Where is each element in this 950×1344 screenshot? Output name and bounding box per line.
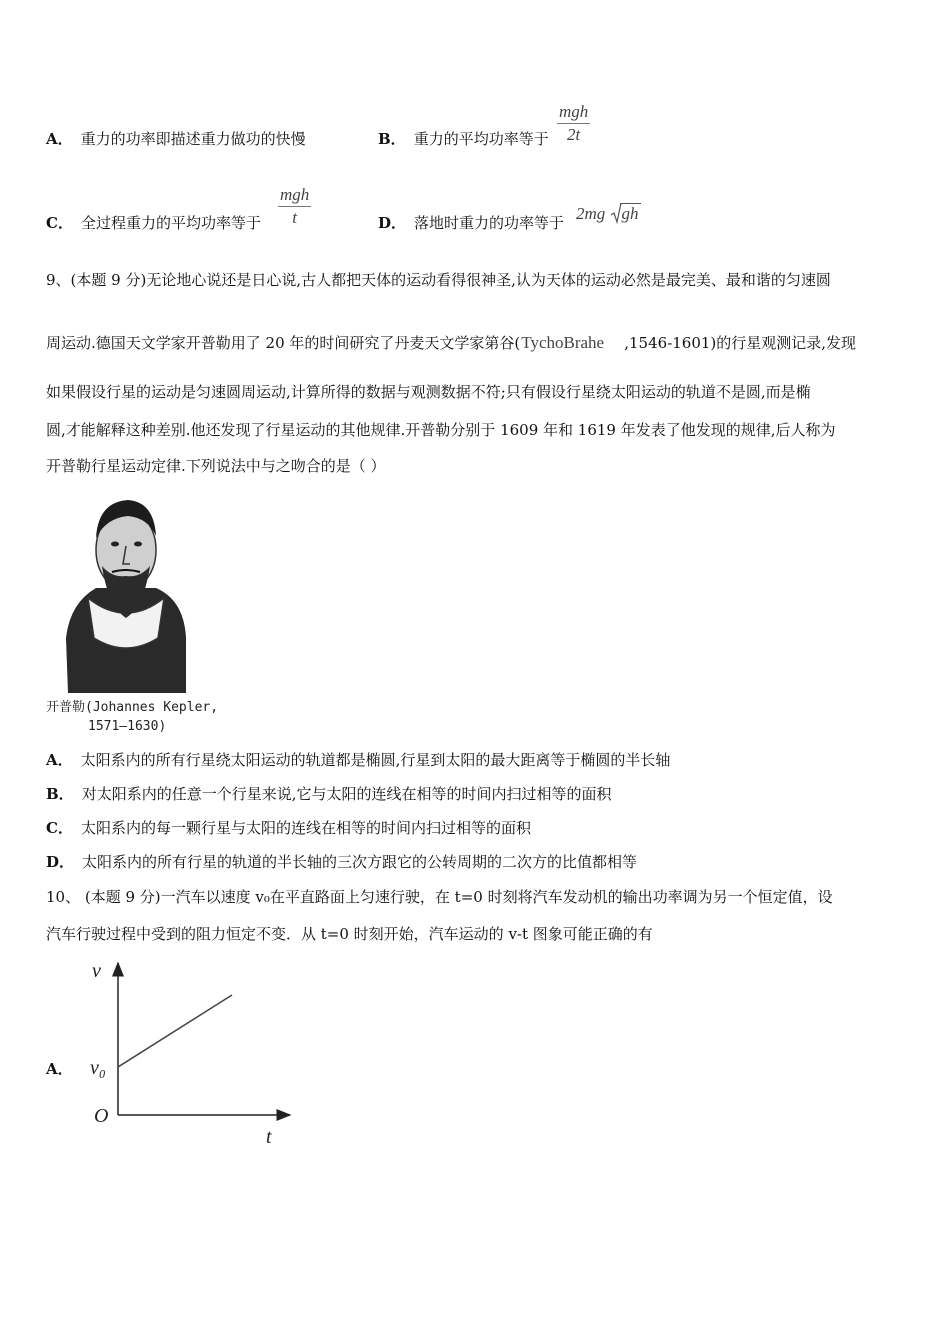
q8-option-b[interactable] bbox=[378, 128, 549, 149]
fraction-numerator: mgh bbox=[280, 185, 310, 204]
option-text: 太阳系内的所有行星绕太阳运动的轨道都是椭圆,行星到太阳的最大距离等于椭圆的半长轴 bbox=[80, 751, 671, 769]
sqrt-radical bbox=[610, 204, 641, 224]
option-text: 对太阳系内的任意一个行星来说,它与太阳的连线在相等的时间内扫过相等的面积 bbox=[81, 785, 612, 803]
option-text: 全过程重力的平均功率等于 bbox=[80, 214, 261, 232]
q9-option-a[interactable] bbox=[46, 750, 670, 770]
q9-line-2 bbox=[46, 333, 856, 353]
option-text: 太阳系内的所有行星的轨道的半长轴的三次方跟它的公转周期的二次方的比值都相等 bbox=[82, 853, 638, 871]
v0-label: v₀ bbox=[90, 1057, 106, 1079]
origin-label: O bbox=[94, 1105, 109, 1127]
q9-line-4: 圆,才能解释这种差别.他还发现了行星运动的其他规律.开普勒分别于 1609 年和 1619 年发表了他发现的规律,后人称为 bbox=[46, 421, 836, 439]
fraction-mgh-2t bbox=[557, 102, 590, 145]
vt-line bbox=[118, 995, 232, 1067]
portrait-caption-2: 1571—1630) bbox=[88, 719, 167, 734]
option-label: B． bbox=[378, 130, 406, 148]
q8-option-c[interactable] bbox=[46, 212, 261, 233]
q9-option-d[interactable] bbox=[46, 852, 637, 872]
option-label: C． bbox=[46, 819, 73, 837]
vt-graph bbox=[80, 955, 310, 1155]
portrait-caption-1: 开普勒(Johannes Kepler, bbox=[46, 700, 219, 715]
formula-2mg-sqrt-gh bbox=[576, 204, 641, 224]
q10-line-1: 10、 (本题 9 分)一汽车以速度 v₀在平直路面上匀速行驶，在 t=0 时刻将汽车发动机的输出功率调为另一个恒定值，设 bbox=[46, 888, 833, 906]
fraction-denominator: 2t bbox=[567, 125, 581, 144]
option-text: 太阳系内的每一颗行星与太阳的连线在相等的时间内扫过相等的面积 bbox=[80, 819, 531, 837]
option-label: A． bbox=[46, 1060, 73, 1078]
fraction-mgh-t bbox=[278, 185, 311, 228]
option-label: C． bbox=[46, 214, 73, 232]
sqrt-radicand: gh bbox=[621, 204, 639, 223]
option-text: 重力的功率即描述重力做功的快慢 bbox=[80, 130, 306, 148]
fraction-bar bbox=[278, 206, 311, 207]
q8-option-a[interactable] bbox=[46, 128, 306, 149]
kepler-portrait bbox=[46, 488, 206, 698]
y-axis-label: v bbox=[92, 960, 101, 982]
fraction-numerator: mgh bbox=[559, 102, 589, 121]
q9-option-b[interactable] bbox=[46, 784, 611, 804]
sqrt-sign-icon bbox=[610, 202, 622, 224]
q8-option-d[interactable] bbox=[378, 212, 564, 233]
option-label: A． bbox=[46, 130, 73, 148]
option-label: D． bbox=[46, 853, 75, 871]
q9-option-c[interactable] bbox=[46, 818, 531, 838]
q9-line-1: 9、(本题 9 分)无论地心说还是日心说,古人都把天体的运动看得很神圣,认为天体的运动必然是最完美、最和谐的匀速圆 bbox=[46, 271, 831, 289]
option-text: 重力的平均功率等于 bbox=[413, 130, 549, 148]
q9-line-2-start: 周运动.德国天文学家开普勒用了 20 年的时间研究了丹麦天文学家第谷( bbox=[46, 334, 521, 352]
option-label: B． bbox=[46, 785, 74, 803]
option-text: 落地时重力的功率等于 bbox=[414, 214, 565, 232]
option-label: A． bbox=[46, 751, 73, 769]
q10-option-a[interactable] bbox=[46, 1058, 81, 1079]
fraction-bar bbox=[557, 123, 590, 124]
option-label: D． bbox=[378, 214, 407, 232]
q9-line-2-end: ,1546-1601)的行星观测记录,发现 bbox=[624, 334, 857, 352]
fraction-denominator: t bbox=[292, 208, 297, 227]
formula-coefficient: 2mg bbox=[576, 204, 606, 223]
tycho-brahe-name: TychoBrahe bbox=[521, 333, 605, 352]
x-axis-label: t bbox=[266, 1126, 272, 1148]
q9-line-5: 开普勒行星运动定律.下列说法中与之吻合的是（ ） bbox=[46, 457, 386, 475]
q9-line-3: 如果假设行星的运动是匀速圆周运动,计算所得的数据与观测数据不符;只有假设行星绕太阳运动的轨道不是圆,而是椭 bbox=[46, 383, 811, 401]
q10-line-2: 汽车行驶过程中受到的阻力恒定不变．从 t=0 时刻开始，汽车运动的 v-t 图象可能正确的有 bbox=[46, 925, 653, 943]
